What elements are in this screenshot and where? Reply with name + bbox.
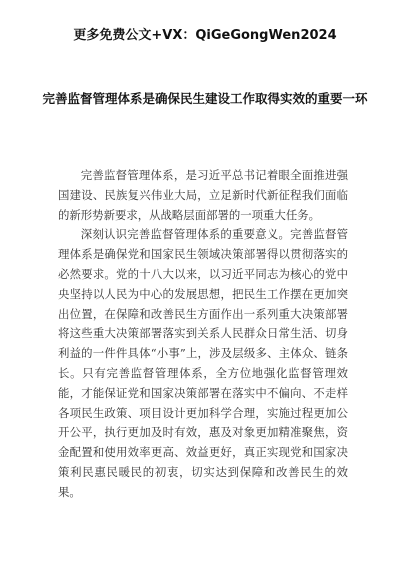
document-title: 完善监督管理体系是确保民生建设工作取得实效的重要一环 <box>42 91 368 106</box>
paragraph-significance: 深刻认识完善监督管理体系的重要意义。完善监督管理体系是确保党和国家民生领域决策部署得以贯彻落实的必然要求。党的十八大以来，以习近平同志为核心的党中央坚持以人民为中心的发展思想，把民生工作摆在更加突出位置，在保障和改善民生方面作出一系列重大决策部署将这些重大决策部署落实到关系人民群众日常生活、切身利益的一件件具体“小事”上，涉及层级多、主体众、链条长。只有完善监督管理体系，全方位地强化监督管理效能，才能保证党和国家决策部署在落实中不偏向、不走样各项民生政策、项目设计更加科学合理，实施过程更加公开公平，执行更加及时有效，惠及对象更加精准聚焦，资金配置和使用效率更高、效益更好，真正实现党和国家决策利民惠民暖民的初衷，切实达到保障和改善民生的效果。 <box>58 227 348 499</box>
document-body <box>58 166 348 503</box>
promo-header: 更多免费公文+VX：QiGeGongWen2024 <box>73 28 337 43</box>
paragraph-intro: 完善监督管理体系，是习近平总书记着眼全面推进强国建设、民族复兴伟业大局，立足新时代新征程我们面临的新形势新要求，从战略层面部署的一项重大任务。 <box>58 168 348 222</box>
